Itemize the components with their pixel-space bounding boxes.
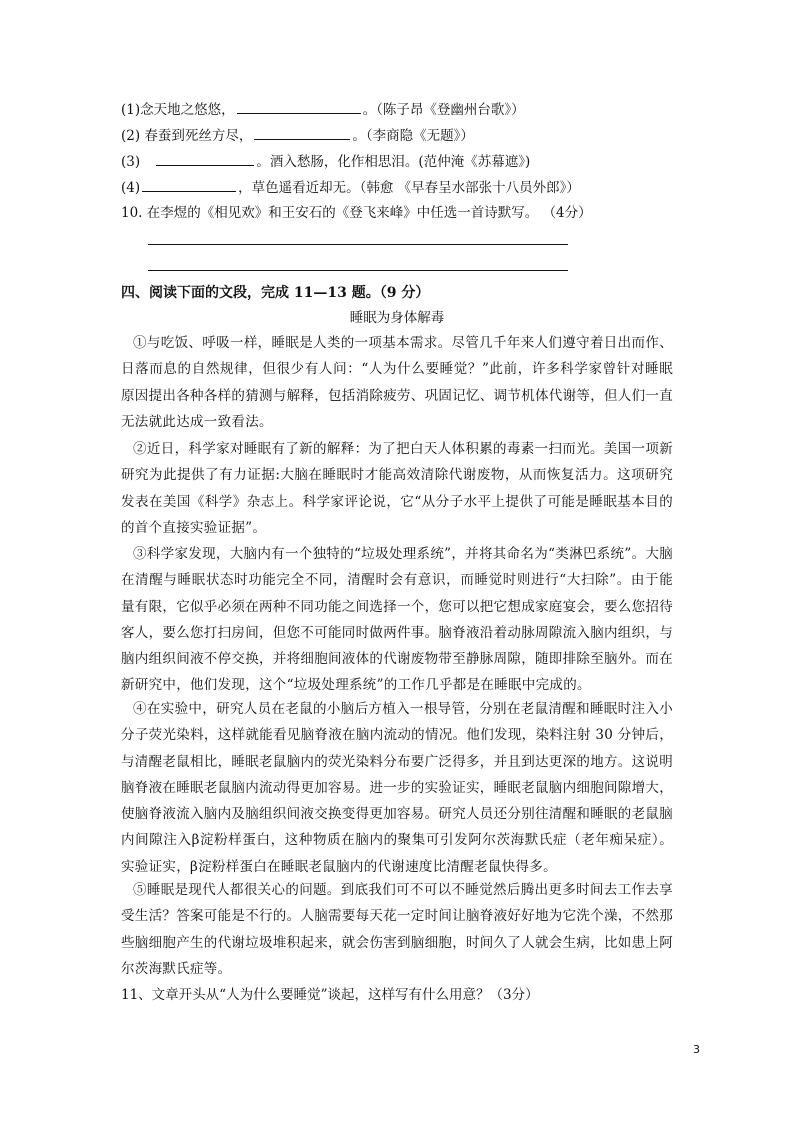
item-number: (1) <box>121 102 141 118</box>
answer-blank[interactable] <box>142 177 236 192</box>
fill-in-item-3 <box>121 151 684 172</box>
question-11: 11、文章开头从“人为什么要睡觉”谈起，这样写有什么用意？（3分） <box>121 987 539 1003</box>
answer-blank[interactable] <box>254 125 350 140</box>
paragraph-4 <box>121 696 673 880</box>
section-heading: 四、阅读下面的文段，完成 11—13 题。（9 分） <box>121 285 430 301</box>
fill-in-item-1 <box>121 99 684 120</box>
page-number: 3 <box>693 1043 700 1056</box>
item-text-before: 春蚕到死丝方尽， <box>140 128 253 144</box>
fill-in-item-4 <box>121 177 684 198</box>
paragraph-text: ④在实验中，研究人员在老鼠的小脑后方植入一根导管，分别在老鼠清醒和睡眠时注入小分子荧光染料，这样就能看见脑脊液在脑内流动的情况。他们发现，染料注射 30 分钟后，与清醒老鼠相比，睡眠老鼠脑内的荧光染料分布要广泛得多，并且到达更深的地方。这说明脑脊液在睡眠老鼠脑内流动得更加容易。进一步的实验证实，睡眠老鼠脑内细胞间隙增大，使脑脊液流入脑内及脑组织间液交换变得更加容易。研究人员还分别往清醒和睡眠的老鼠脑内间隙注入β淀粉样蛋白，这种物质在脑内的聚集可引发阿尔茨海默氏症（老年痴呆症）。实验证实，β淀粉样蛋白在睡眠老鼠脑内的代谢速度比清醒老鼠快得多。 <box>121 701 673 875</box>
paragraph-text: ⑤睡眠是现代人都很关心的问题。到底我们可不可以不睡觉然后腾出更多时间去工作去享受生活？答案可能是不行的。人脑需要每天花一定时间让脑脊液好好地为它洗个澡，不然那些脑细胞产生的代谢垃圾堆积起来，就会伤害到脑细胞，时间久了人就会生病，比如患上阿尔茨海默氏症等。 <box>121 882 673 977</box>
paragraph-3 <box>121 541 673 699</box>
item-number: (4) <box>121 180 141 196</box>
item-text-after: 。（李商隐《无题》） <box>352 128 474 144</box>
article-title: 睡眠为身体解毒 <box>349 310 445 326</box>
answer-line[interactable] <box>148 244 568 245</box>
answer-blank[interactable] <box>156 151 254 166</box>
item-number: (3) <box>121 154 141 170</box>
paragraph-text: ①与吃饭、呼吸一样，睡眠是人类的一项基本需求。尽管几千年来人们遵守着日出而作、日落而息的自然规律，但很少有人问：“人为什么要睡觉？”此前，许多科学家曾针对睡眠原因提出各种各样的猜测与解释，包括消除疲劳、巩固记忆、调节机体代谢等，但人们一直无法就此达成一致看法。 <box>121 335 673 430</box>
answer-line[interactable] <box>148 270 568 271</box>
item-text-before: 念天地之悠悠， <box>140 102 235 118</box>
question-10: 10. 在李煜的《相见欢》和王安石的《登飞来峰》中任选一首诗默写。 （4分） <box>121 205 592 221</box>
paragraph-text: ②近日，科学家对睡眠有了新的解释：为了把白天人体积累的毒素一扫而光。美国一项新研究为此提供了有力证据:大脑在睡眠时才能高效清除代谢废物，从而恢复活力。这项研究发表在美国《科学》杂志上。科学家评论说，它“从分子水平上提供了可能是睡眠基本目的的首个直接实验证据”。 <box>121 441 673 536</box>
answer-blank[interactable] <box>237 99 361 114</box>
item-text-after: ，草色遥看近却无。（韩愈 《早春呈水部张十八员外郎》） <box>238 180 580 196</box>
item-text-after: 。酒入愁肠，化作相思泪。(范仲淹《苏幕遮》) <box>256 154 531 170</box>
fill-in-item-2 <box>121 125 684 146</box>
paragraph-5 <box>121 877 673 982</box>
paragraph-2 <box>121 436 673 541</box>
item-text-before <box>140 154 144 170</box>
item-text-after: 。（陈子昂《登幽州台歌》） <box>362 102 525 118</box>
paragraph-text: ③科学家发现，大脑内有一个独特的“垃圾处理系统”，并将其命名为“类淋巴系统”。大脑在清醒与睡眠状态时功能完全不同，清醒时会有意识，而睡觉时则进行“大扫除”。由于能量有限，它似乎必须在两种不同功能之间选择一个，您可以把它想成家庭宴会，要么您招待客人，要么您打扫房间，但您不可能同时做两件事。脑脊液沿着动脉周隙流入脑内组织，与脑内组织间液不停交换，并将细胞间液体的代谢废物带至静脉周隙，随即排除至脑外。而在新研究中，他们发现，这个“垃圾处理系统”的工作几乎都是在睡眠中完成的。 <box>121 546 673 694</box>
paragraph-1 <box>121 330 673 435</box>
item-number: (2) <box>121 128 141 144</box>
